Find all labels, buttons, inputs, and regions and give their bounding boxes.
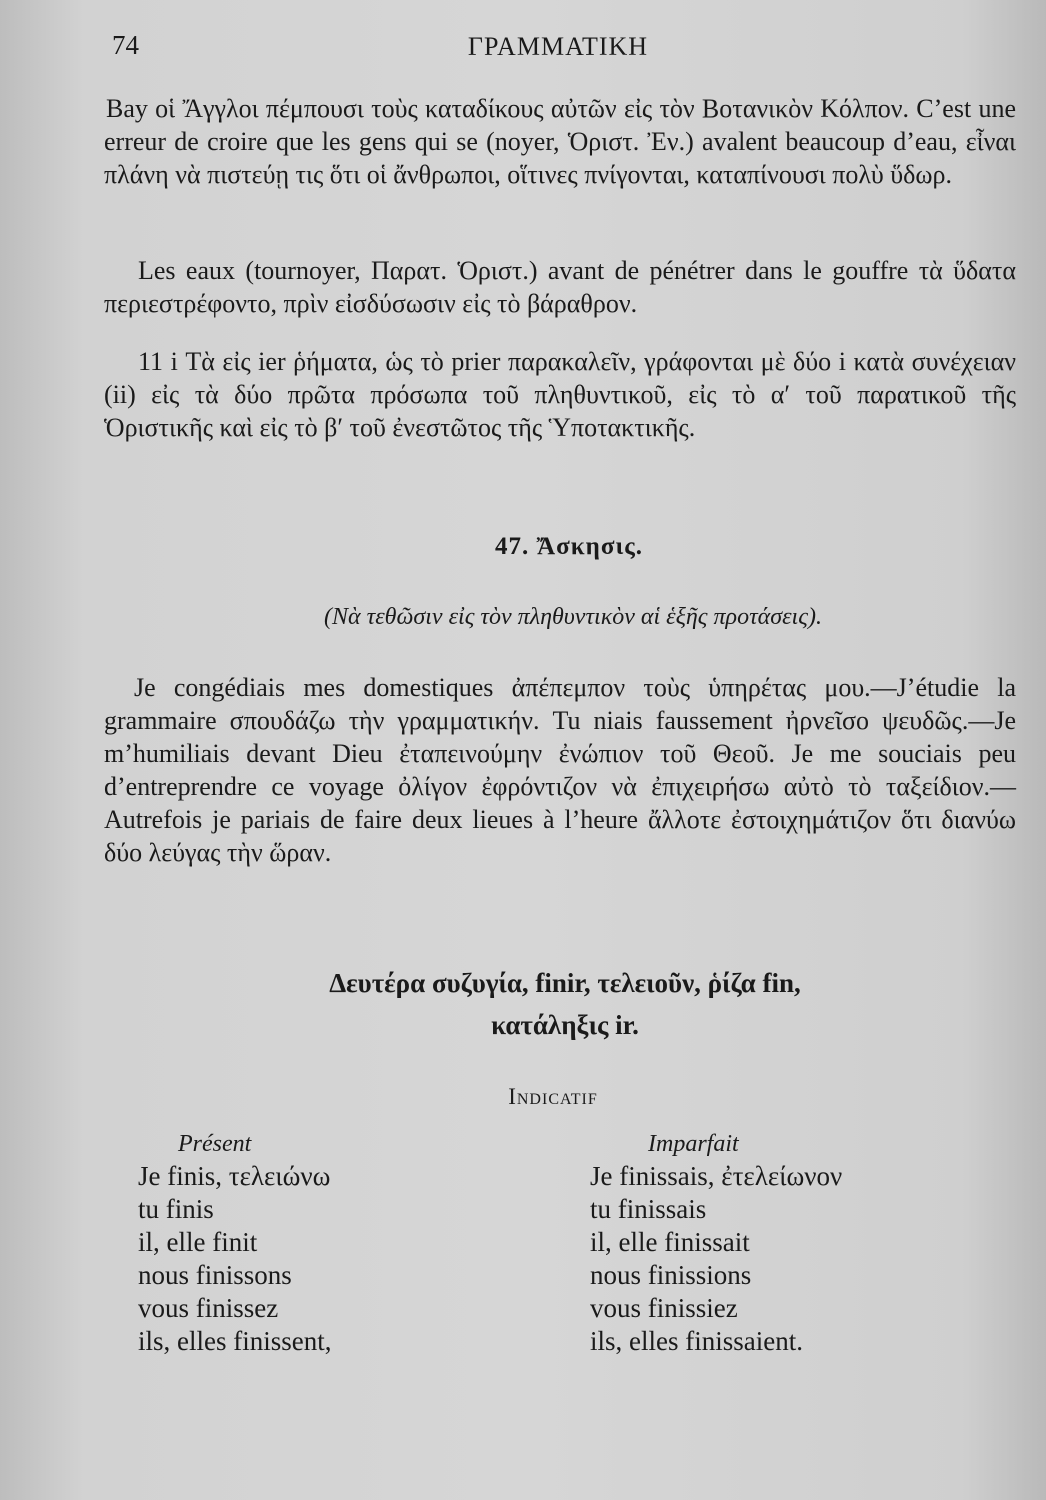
- conjugation-line: nous finissons: [138, 1260, 292, 1290]
- paragraph-rule-ier-verbs: [104, 345, 1016, 444]
- tense-title-imparfait: Imparfait: [648, 1131, 739, 1157]
- imparfait-tense-column: [590, 1130, 842, 1358]
- mood-label: Indicatif: [508, 1084, 598, 1109]
- conjugation-line: ils, elles finissent,: [138, 1326, 332, 1356]
- conjugation-line: vous finissez: [138, 1293, 279, 1323]
- paragraph-text: Bay οἱ Ἄγγλοι πέμπουσι τοὺς καταδίκους αὐτῶν εἰς τὸν Βοτανικὸν Κόλπον. C’est une erreur de croire que les gens qui se (noyer, Ὁριστ. Ἐν.) avalent beaucoup d’eau, εἶναι πλάνη νὰ πιστεύῃ τις ὅτι οἱ ἄνθρωποι, οἵτινες πνίγονται, καταπίνουσι πολὺ ὕδωρ.: [104, 94, 1016, 189]
- conjugation-line: ils, elles finissaient.: [590, 1326, 803, 1356]
- section-heading-line-2: κατάληξις ir.: [491, 1010, 639, 1040]
- conjugation-line: Je finissais, ἐτελείωνον: [590, 1161, 843, 1191]
- conjugation-line: vous finissiez: [590, 1293, 738, 1323]
- conjugation-section-heading: [150, 962, 980, 1046]
- conjugation-line: il, elle finissait: [590, 1227, 750, 1257]
- exercise-instruction: (Νὰ τεθῶσιν εἰς τὸν πληθυντικὸν αἱ ἑξῆς προτάσεις).: [324, 604, 822, 630]
- paragraph-translation-example: [104, 92, 1016, 191]
- section-heading-line-1: Δευτέρα συζυγία, finir, τελειοῦν, ῥίζα fin,: [329, 968, 801, 998]
- paragraph-text: 11 i Τὰ εἰς ier ῥήματα, ὡς τὸ prier παρακαλεῖν, γράφονται μὲ δύο i κατὰ συνέχειαν (ii) εἰς τὰ δύο πρῶτα πρόσωπα τοῦ πληθυντικοῦ, εἰς τὸ α′ τοῦ παρατικοῦ τῆς Ὁριστικῆς καὶ εἰς τὸ β′ τοῦ ἐνεστῶτος τῆς Ὑποτακτικῆς.: [104, 347, 1016, 442]
- page-number: 74: [112, 30, 139, 60]
- tense-title-present: Présent: [178, 1131, 252, 1157]
- paragraph-les-eaux: [104, 254, 1016, 320]
- running-title: ΓΡΑΜΜΑΤΙΚΗ: [467, 32, 649, 61]
- exercise-heading: 47. Ἄσκησις.: [495, 533, 643, 560]
- exercise-body: [104, 671, 1016, 869]
- paragraph-text: Les eaux (tournoyer, Παρατ. Ὁριστ.) avant de pénétrer dans le gouffre τὰ ὕδατα περιεστρέφοντο, πρὶν εἰσδύσωσιν εἰς τὸ βάραθρον.: [104, 256, 1016, 318]
- exercise-text: Je congédiais mes domestiques ἀπέπεμπον τοὺς ὑπηρέτας μου.—J’étudie la grammaire σπουδάζω τὴν γραμματικήν. Tu niais faussement ἠρνεῖσο ψευδῶς.—Je m’humiliais devant Dieu ἐταπεινούμην ἐνώπιον τοῦ Θεοῦ. Je me souciais peu d’entreprendre ce voyage ὀλίγον ἐφρόντιζον νὰ ἐπιχειρήσω αὐτὸ τὸ ταξείδιον.—Autrefois je pariais de faire deux lieues à l’heure ἄλλοτε ἐστοιχημάτιζον ὅτι διανύω δύο λεύγας τὴν ὥραν.: [104, 673, 1016, 867]
- conjugation-line: tu finissais: [590, 1194, 707, 1224]
- conjugation-line: tu finis: [138, 1194, 214, 1224]
- conjugation-line: nous finissions: [590, 1260, 752, 1290]
- conjugation-line: il, elle finit: [138, 1227, 258, 1257]
- present-tense-column: [138, 1130, 331, 1358]
- conjugation-line: Je finis, τελειώνω: [138, 1161, 331, 1191]
